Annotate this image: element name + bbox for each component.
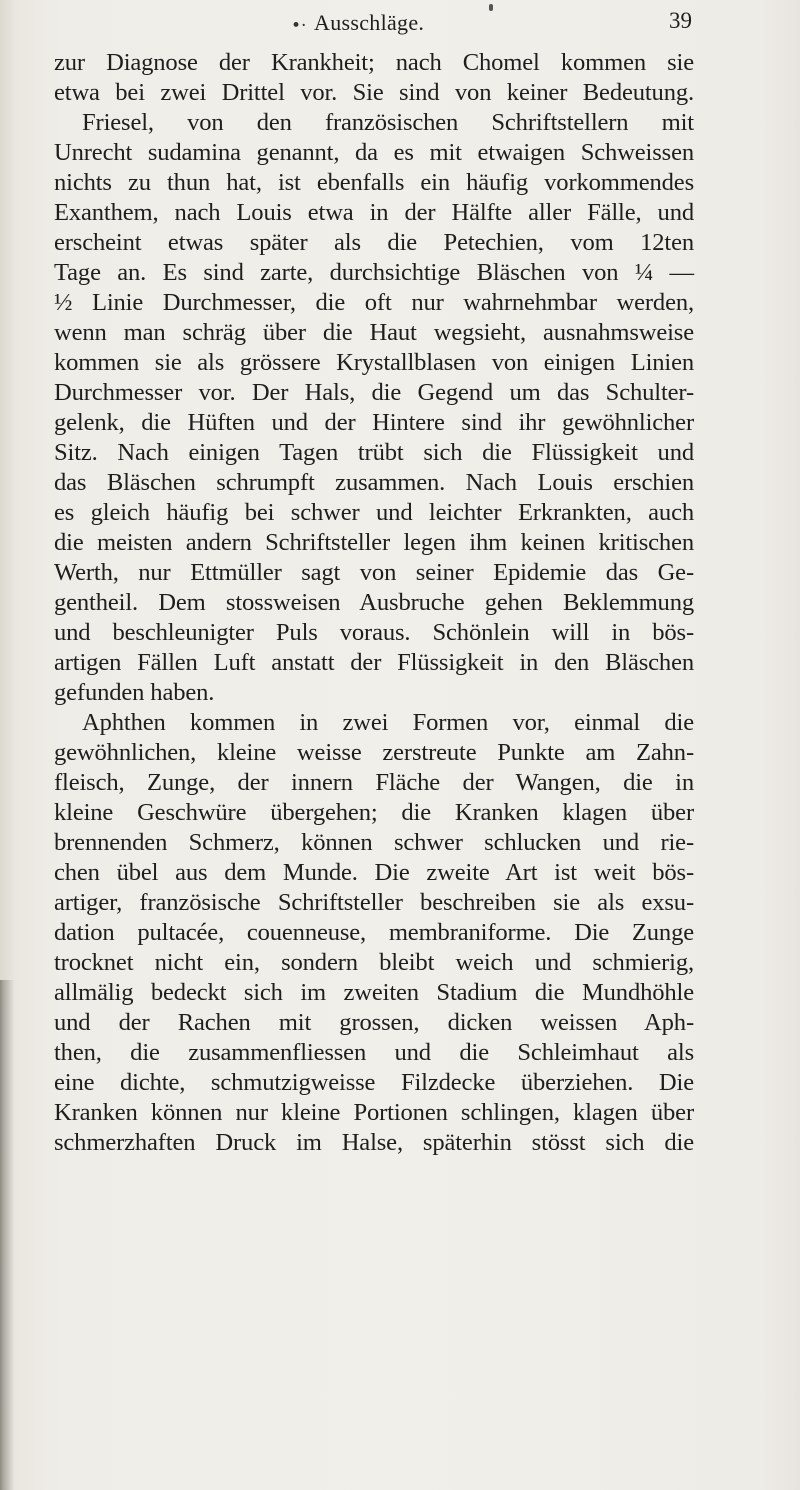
text-line: trocknet nicht ein, sondern bleibt weich und schmierig, [54,949,694,976]
text-line: Friesel, von den französischen Schriftstellern mit [82,109,694,136]
text-line: gefunden haben. [54,679,215,706]
text-line: und der Rachen mit grossen, dicken weissen Aph- [54,1009,694,1036]
text-line: Durchmesser vor. Der Hals, die Gegend um das Schulter- [54,379,694,406]
page-number: 39 [669,8,692,33]
ink-speck [489,4,493,11]
text-line: erscheint etwas später als die Petechien, vom 12ten [54,229,694,256]
text-line: allmälig bedeckt sich im zweiten Stadium die Mundhöhle [54,979,694,1006]
text-line: etwa bei zwei Drittel vor. Sie sind von keiner Bedeutung. [54,79,694,106]
text-line: die meisten andern Schriftsteller legen ihm keinen kritischen [54,529,694,556]
text-line: kommen sie als grössere Krystallblasen von einigen Linien [54,349,694,376]
text-line: schmerzhaften Druck im Halse, späterhin stösst sich die [54,1129,694,1156]
text-line: gelenk, die Hüften und der Hintere sind ihr gewöhnlicher [54,409,694,436]
text-line: brennenden Schmerz, können schwer schlucken und rie- [54,829,694,856]
text-line: chen übel aus dem Munde. Die zweite Art ist weit bös- [54,859,694,886]
text-line: ½ Linie Durchmesser, die oft nur wahrnehmbar werden, [54,289,694,316]
text-line: artiger, französische Schriftsteller beschreiben sie als exsu- [54,889,694,916]
text-line: wenn man schräg über die Haut wegsieht, ausnahmsweise [54,319,694,346]
text-line: nichts zu thun hat, ist ebenfalls ein häufig vorkommendes [54,169,694,196]
text-line: artigen Fällen Luft anstatt der Flüssigkeit in den Bläschen [54,649,694,676]
text-line: Sitz. Nach einigen Tagen trübt sich die Flüssigkeit und [54,439,694,466]
text-line: fleisch, Zunge, der innern Fläche der Wangen, die in [54,769,694,796]
running-head: Ausschläge. [314,10,425,35]
page-header [0,6,800,46]
text-line: es gleich häufig bei schwer und leichter Erkrankten, auch [54,499,694,526]
text-line: eine dichte, schmutzigweisse Filzdecke überziehen. Die [54,1069,694,1096]
text-line: Werth, nur Ettmüller sagt von seiner Epidemie das Ge- [54,559,694,586]
text-line: Exanthem, nach Louis etwa in der Hälfte aller Fälle, und [54,199,694,226]
text-line: kleine Geschwüre übergehen; die Kranken klagen über [54,799,694,826]
text-line: then, die zusammenfliessen und die Schleimhaut als [54,1039,694,1066]
text-line: zur Diagnose der Krankheit; nach Chomel kommen sie [54,49,694,76]
binding-shadow [0,980,14,1490]
header-mark: •· [291,16,307,36]
text-line: dation pultacée, couenneuse, membraniforme. Die Zunge [54,919,694,946]
text-line: gentheil. Dem stossweisen Ausbruche gehen Beklemmung [54,589,694,616]
body-text [54,48,694,1158]
text-line: Aphthen kommen in zwei Formen vor, einmal die [82,709,694,736]
text-line: Tage an. Es sind zarte, durchsichtige Bläschen von ¼ — [54,259,694,286]
text-line: Kranken können nur kleine Portionen schlingen, klagen über [54,1099,694,1126]
text-line: das Bläschen schrumpft zusammen. Nach Louis erschien [54,469,694,496]
text-line: Unrecht sudamina genannt, da es mit etwaigen Schweissen [54,139,694,166]
text-line: und beschleunigter Puls voraus. Schönlein will in bös- [54,619,694,646]
text-line: gewöhnlichen, kleine weisse zerstreute Punkte am Zahn- [54,739,694,766]
